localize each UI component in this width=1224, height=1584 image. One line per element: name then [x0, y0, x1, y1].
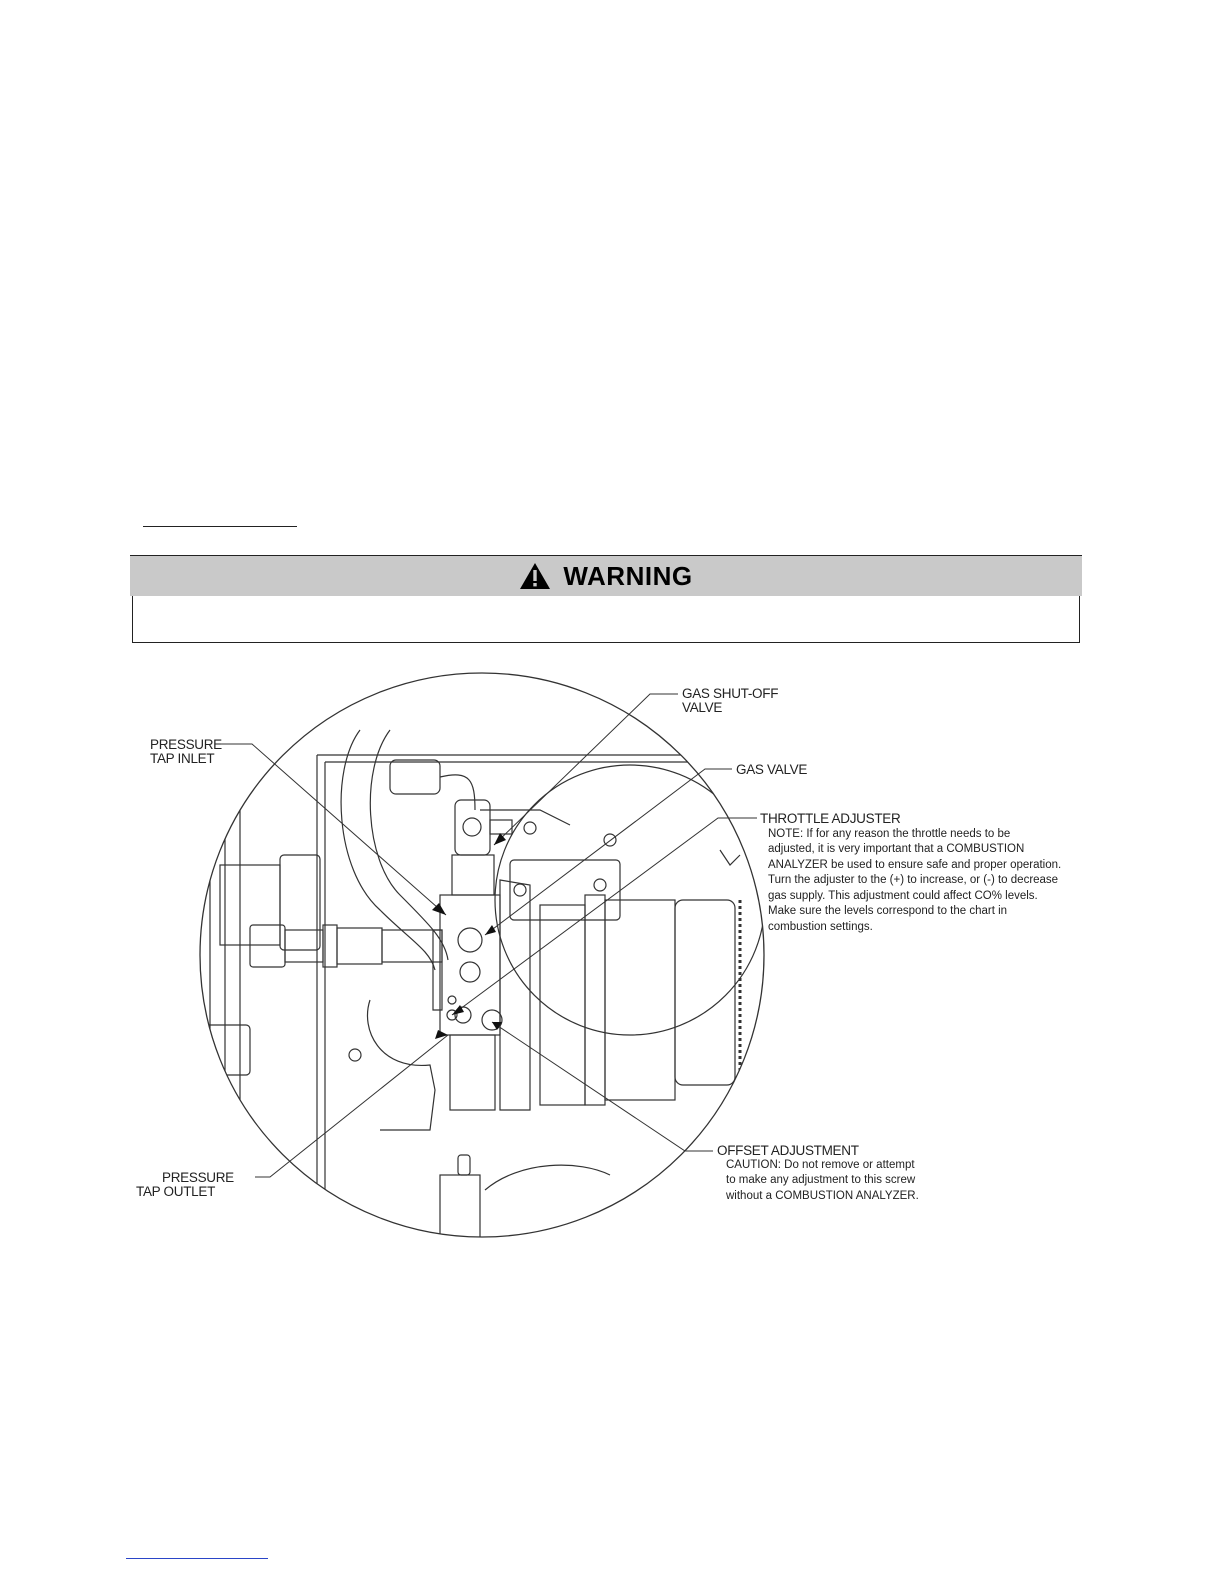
warning-header [130, 556, 1082, 596]
gas-valve-diagram [130, 670, 1090, 1250]
offset-adjustment-label: OFFSET ADJUSTMENT [717, 1143, 859, 1158]
section-heading-underline [143, 526, 297, 527]
note-line: Make sure the levels correspond to the chart in [768, 905, 1008, 917]
offset-note [725, 1159, 919, 1202]
leader-lines [216, 694, 757, 1177]
warning-title: WARNING [563, 560, 693, 591]
note-line: combustion settings. [768, 921, 873, 933]
note-line: NOTE: If for any reason the throttle needs to be [768, 828, 1011, 840]
note-line: adjusted, it is very important that a COMBUSTION [768, 843, 1025, 855]
pressure-tap-outlet-label-2: TAP OUTLET [136, 1184, 216, 1199]
warning-body [132, 596, 1080, 643]
note-line: without a COMBUSTION ANALYZER. [726, 1190, 919, 1202]
note-line: to make any adjustment to this screw [726, 1174, 916, 1186]
throttle-note [768, 828, 1061, 933]
note-line: gas supply. This adjustment could affect CO% levels. [768, 890, 1038, 902]
gas-valve-label: GAS VALVE [736, 762, 808, 777]
leader-arrowheads [432, 833, 506, 1039]
gas-shutoff-valve-label: GAS SHUT-OFF [682, 686, 779, 701]
pressure-tap-outlet-label: PRESSURE [162, 1170, 234, 1185]
throttle-adjuster-label: THROTTLE ADJUSTER [760, 811, 901, 826]
pressure-tap-inlet-label-2: TAP INLET [150, 751, 215, 766]
gas-shutoff-valve-label-2: VALVE [682, 700, 723, 715]
footer-link-underline [126, 1558, 268, 1559]
warning-box [130, 555, 1082, 643]
note-line: CAUTION: Do not remove or attempt [726, 1159, 915, 1171]
note-line: Turn the adjuster to the (+) to increase, or (-) to decrease [768, 874, 1059, 886]
note-line: ANALYZER be used to ensure safe and proper operation. [768, 859, 1062, 871]
equipment-drawing [185, 730, 765, 1250]
warning-triangle-icon [519, 562, 551, 590]
gas-valve-figure [130, 670, 1090, 1250]
pressure-tap-inlet-label: PRESSURE [150, 737, 222, 752]
